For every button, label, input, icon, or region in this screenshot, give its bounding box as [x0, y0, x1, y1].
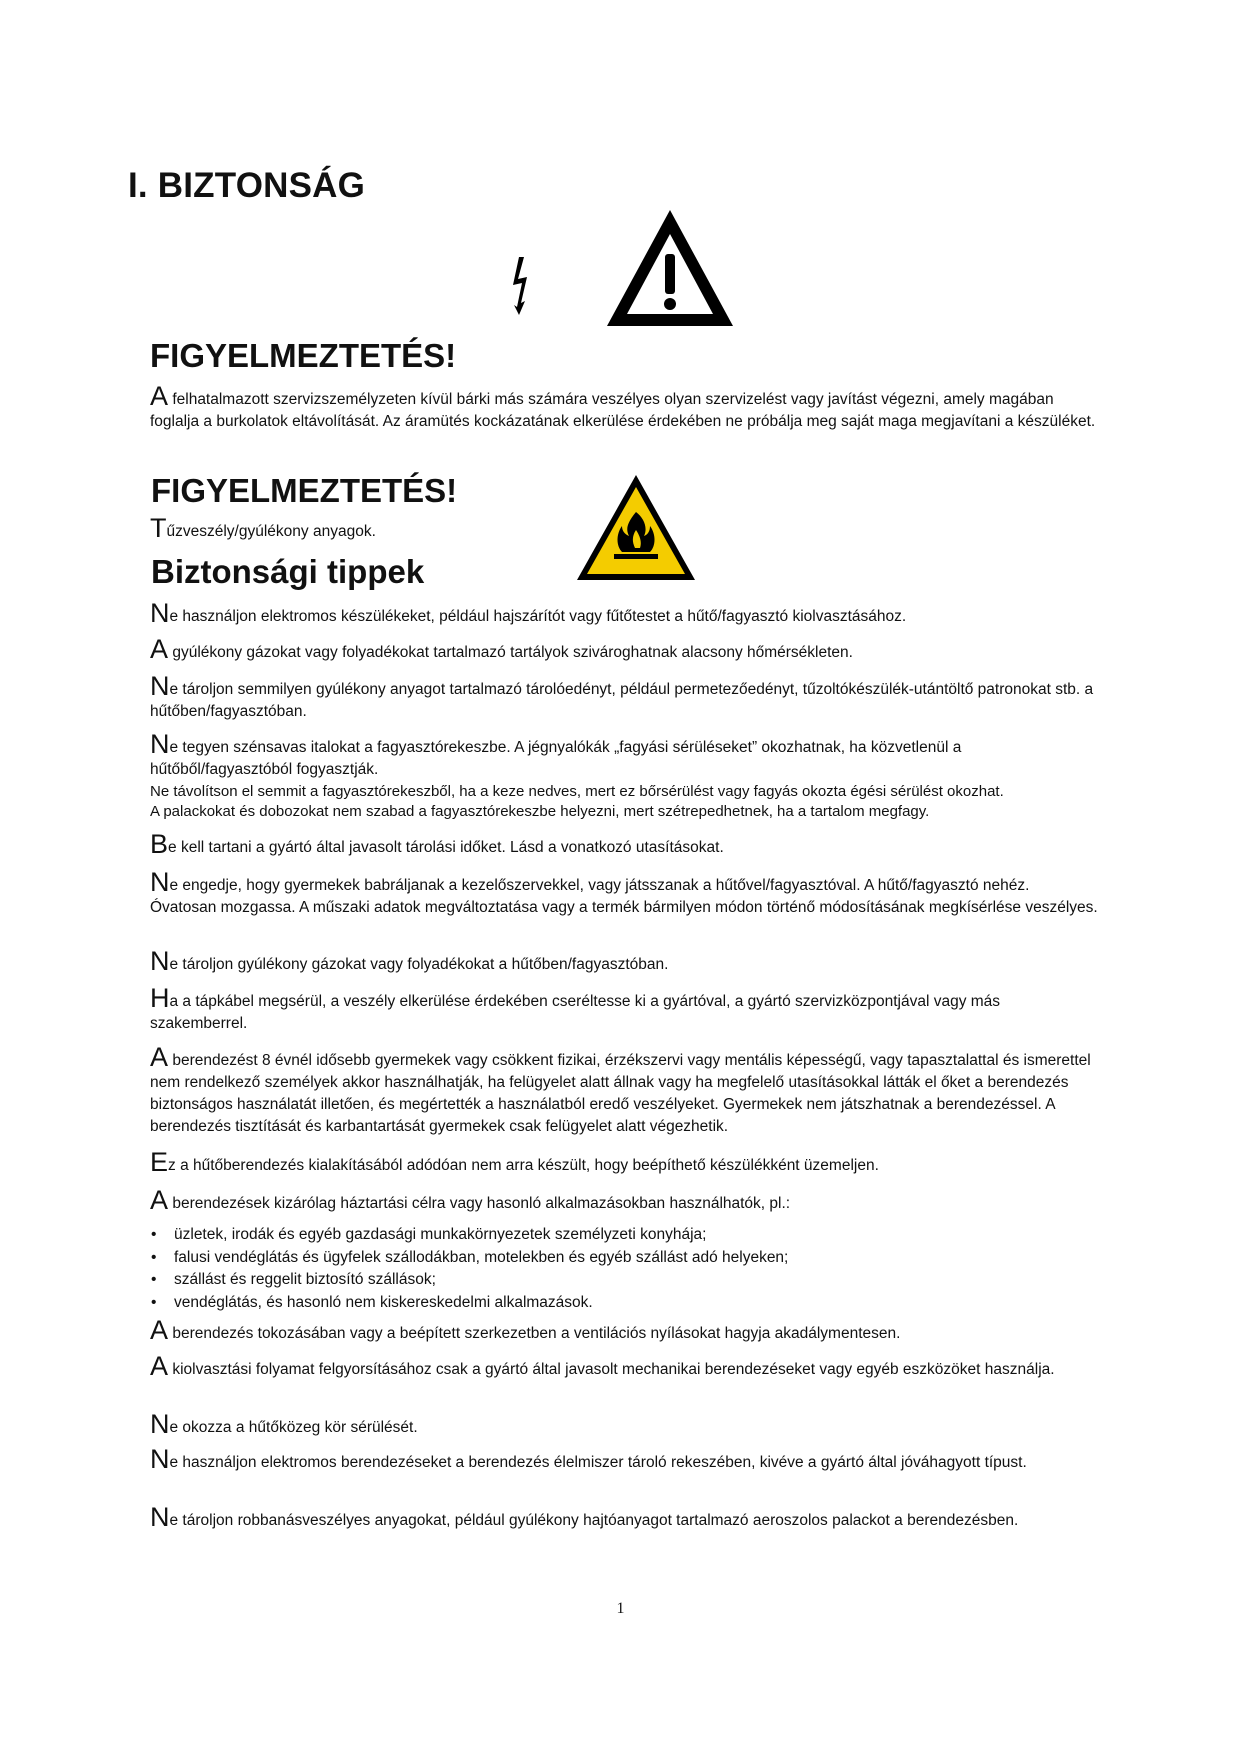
tip-item: Ne használjon elektromos készülékeket, például hajszárítót vagy fűtőtestet a hűtő/fagyasztó kiolvasztásához. [150, 598, 907, 628]
tip-item: Ne használjon elektromos berendezéseket a berendezés élelmiszer tároló rekeszében, kivéve a gyártó által jóváhagyott típust. [150, 1444, 1027, 1474]
list-item: • vendéglátás, és hasonló nem kiskereskedelmi alkalmazások. [150, 1292, 1100, 1315]
tip-item: Ha a tápkábel megsérül, a veszély elkerülése érdekében cseréltesse ki a gyártóval, a gyártó szervizközpontjával vagy más szakemberrel. [150, 983, 1001, 1032]
list-item: • üzletek, irodák és egyéb gazdasági munkakörnyezetek személyzeti konyhája; [150, 1224, 1100, 1247]
tip-item: Ne tároljon gyúlékony gázokat vagy folyadékokat a hűtőben/fagyasztóban. [150, 946, 669, 976]
warning-text-1: A felhatalmazott szervizszemélyzeten kívül bárki más számára veszélyes olyan szervizelést vagy javítást végezni, amely magában foglalja a burkolatok eltávolítását. Az áramütés kockázatának elkerülése érdekében ne próbálja meg saját maga megjavítani a készüléket. [150, 381, 1096, 430]
page-title: I. BIZTONSÁG [128, 166, 366, 205]
lightning-bolt-icon [505, 255, 535, 317]
tip-item: A berendezések kizárólag háztartási célra vagy hasonló alkalmazásokban használhatók, pl.: [150, 1185, 791, 1215]
tip-item: Ne engedje, hogy gyermekek babráljanak a kezelőszervekkel, vagy játsszanak a hűtővel/fagyasztóval. A hűtő/fagyasztó nehéz. Óvatosan mozgassa. A műszaki adatok megváltoztatása vagy a termék bármilyen módon történő módosításának megkísérlése veszélyes. [150, 867, 1098, 916]
tip-item: Ez a hűtőberendezés kialakításából adódóan nem arra készült, hogy beépíthető készülékként üzemeljen. [150, 1147, 879, 1177]
tip-item: Ne tegyen szénsavas italokat a fagyasztórekeszbe. A jégnyalókák „fagyási sérüléseket” okozhatnak, ha közvetlenül a hűtőből/fagyasztóból fogyasztják. [150, 729, 962, 778]
list-item: • szállást és reggelit biztosító szállások; [150, 1269, 1100, 1292]
tip-item: A berendezés tokozásában vagy a beépített szerkezetben a ventilációs nyílásokat hagyja akadálymentesen. [150, 1315, 901, 1345]
usage-bullet-list [150, 1224, 1100, 1314]
tips-heading: Biztonsági tippek [151, 553, 425, 590]
warning-triangle-icon [603, 206, 737, 330]
tip-item: Be kell tartani a gyártó által javasolt tárolási időket. Lásd a vonatkozó utasításokat. [150, 829, 724, 859]
tip-item: A gyúlékony gázokat vagy folyadékokat tartalmazó tartályok szivároghatnak alacsony hőmérsékleten. [150, 634, 853, 664]
page-number: 1 [616, 1600, 625, 1617]
warning-heading-2: FIGYELMEZTETÉS! [151, 472, 458, 509]
tip-item: A kiolvasztási folyamat felgyorsításához csak a gyártó által javasolt mechanikai berendezéseket vagy egyéb eszközöket használja. [150, 1351, 1055, 1381]
tip-item: A palackokat és dobozokat nem szabad a fagyasztórekeszbe helyezni, mert szétrepedhetnek, ha a tartalom megfagy. [150, 803, 930, 820]
warning-heading-1: FIGYELMEZTETÉS! [150, 337, 457, 374]
tip-item: Ne tároljon robbanásveszélyes anyagokat, például gyúlékony hajtóanyagot tartalmazó aeroszolos palackot a berendezésben. [150, 1502, 1019, 1532]
tip-item: Ne távolítson el semmit a fagyasztórekeszből, ha a keze nedves, mert ez bőrsérülést vagy fagyás okozta égési sérülést okozhat. [150, 783, 1004, 800]
warning-text-2: Tűzveszély/gyúlékony anyagok. [150, 513, 376, 543]
tip-item: Ne okozza a hűtőközeg kör sérülését. [150, 1409, 418, 1439]
list-item: • falusi vendéglátás és ügyfelek szállodákban, motelekben és egyéb szállást adó helyeken; [150, 1247, 1100, 1270]
tip-item: A berendezést 8 évnél idősebb gyermekek vagy csökkent fizikai, érzékszervi vagy mentális képességű, vagy tapasztalattal és ismerettel nem rendelkező személyek akkor használhatják, ha felügyelet alatt állnak vagy ha megfelelő utasításokkal látták el őket a berendezés biztonságos használatát illetően, és megértették a használatból eredő veszélyeket. Gyermekek nem játszhatnak a berendezéssel. A berendezés tisztítását és karbantartását gyermekek csak felügyelet alatt végezhetik. [150, 1042, 1091, 1135]
tip-item: Ne tároljon semmilyen gyúlékony anyagot tartalmazó tárolóedényt, például permetezőedényt, tűzoltókészülék-utántöltő patronokat stb. a hűtőben/fagyasztóban. [150, 671, 1094, 720]
flammable-warning-icon [574, 472, 698, 584]
